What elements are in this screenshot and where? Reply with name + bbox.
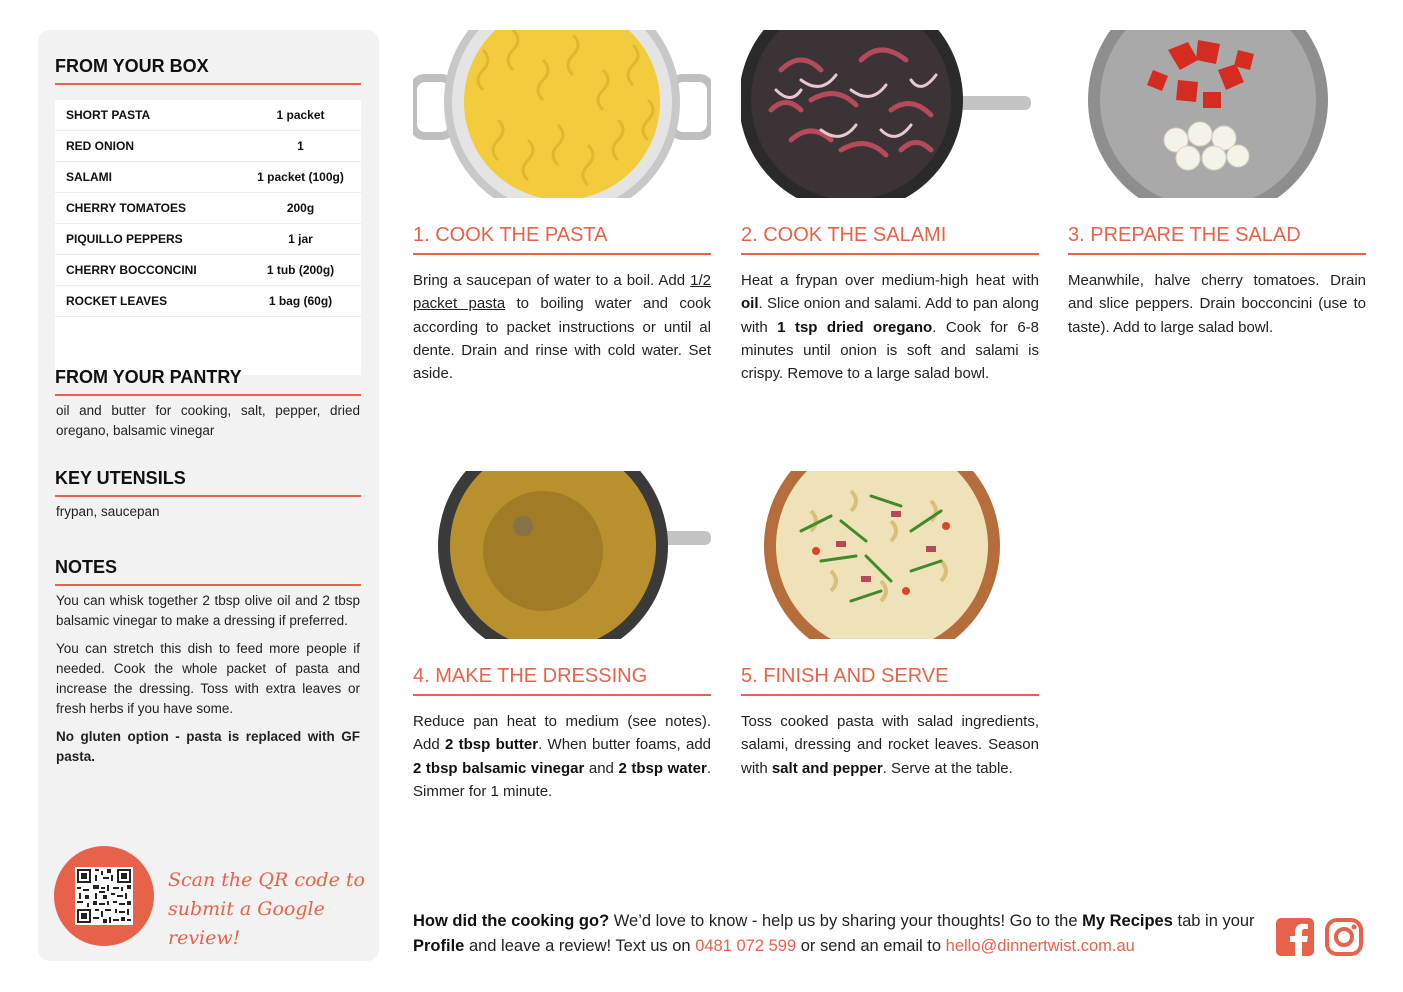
text-run: . When butter foams, add: [538, 736, 711, 754]
ingredient-name: PIQUILLO PEPPERS: [66, 232, 183, 246]
text-run: or send an email to: [796, 937, 946, 955]
step-3: [1068, 30, 1366, 339]
ingredient-name: SHORT PASTA: [66, 108, 151, 122]
text-run: How did the cooking go?: [413, 912, 610, 930]
text-run: Reduce pan heat to medium (see notes). Add: [413, 713, 711, 754]
salami-frypan-photo: [741, 30, 1039, 198]
ingredient-name: CHERRY BOCCONCINI: [66, 263, 197, 277]
ingredient-quantity: 1 jar: [288, 232, 313, 246]
step-body: [741, 269, 1039, 385]
ingredient-name: RED ONION: [66, 139, 135, 153]
text-run: Profile: [413, 937, 465, 955]
step-2: [741, 30, 1039, 385]
salad-bowl-photo: [1068, 30, 1366, 198]
text-run: . Slice onion and salami. Add to pan along with: [741, 295, 1039, 336]
text-run: to boiling water and cook according to packet instructions or until al dente. Drain and rinse with cold water. Set aside.: [413, 295, 711, 383]
note-item: You can stretch this dish to feed more people if needed. Cook the whole packet of pasta and increase the dressing. Toss with extra leaves or fresh herbs if you have some.: [56, 641, 360, 716]
qr-caption: Scan the QR code to submit a Google review!: [168, 869, 365, 949]
step-title: 5. FINISH AND SERVE: [741, 665, 1039, 696]
step-5: [741, 471, 1039, 780]
text-run: Bring a saucepan of water to a boil. Add: [413, 272, 691, 289]
text-run: We’d love to know - help us by sharing your thoughts! Go to the: [609, 912, 1083, 930]
text-run: 2 tbsp water: [618, 759, 707, 777]
utensils-text: frypan, saucepan: [56, 504, 160, 519]
pasta-salad-photo: [741, 471, 1039, 639]
text-run: 2 tbsp butter: [444, 736, 539, 754]
table-row: [55, 131, 361, 162]
ingredient-quantity: 1 packet: [276, 108, 325, 122]
table-row: [55, 162, 361, 193]
step-title: 3. PREPARE THE SALAD: [1068, 224, 1366, 255]
text-run: 1 tsp dried oregano: [777, 318, 933, 336]
box-heading: FROM YOUR BOX: [55, 56, 361, 85]
ingredient-name: SALAMI: [66, 170, 112, 184]
text-run: tab in your: [1172, 912, 1255, 930]
ingredient-name: CHERRY TOMATOES: [66, 201, 187, 215]
text-run: and leave a review! Text us on: [464, 937, 696, 955]
qr-code-icon[interactable]: [75, 867, 133, 925]
table-row: [55, 286, 361, 317]
step-title: 4. MAKE THE DRESSING: [413, 665, 711, 696]
step-body: [741, 710, 1039, 780]
text-run: . Serve at the table.: [882, 759, 1013, 777]
text-run: My Recipes: [1082, 912, 1173, 930]
notes-heading: NOTES: [55, 557, 361, 586]
pantry-heading: FROM YOUR PANTRY: [55, 367, 361, 396]
note-item: You can whisk together 2 tbsp olive oil and 2 tbsp balsamic vinegar to make a dressing if preferred.: [56, 593, 360, 628]
table-row: [55, 100, 361, 131]
pasta-pot-photo: [413, 30, 711, 198]
qr-badge: [54, 846, 154, 946]
review-prompt: [413, 909, 1263, 959]
ingredients-table: [55, 100, 361, 375]
ingredient-quantity: 1 packet (100g): [257, 170, 344, 184]
step-title: 1. COOK THE PASTA: [413, 224, 711, 255]
ingredient-name: ROCKET LEAVES: [66, 294, 168, 308]
contact-link[interactable]: 0481 072 599: [695, 937, 797, 955]
text-run: and: [584, 759, 619, 777]
text-run: oil: [741, 295, 759, 313]
step-title: 2. COOK THE SALAMI: [741, 224, 1039, 255]
text-run: Toss cooked pasta with salad ingredients, salami, dressing and rocket leaves. Season with: [741, 713, 1039, 777]
table-row: [55, 255, 361, 286]
text-run: 1/2 packet pasta: [413, 272, 711, 313]
table-row: [55, 224, 361, 255]
step-body: [413, 269, 711, 385]
ingredient-quantity: 1 bag (60g): [268, 294, 333, 308]
instagram-icon[interactable]: [1325, 918, 1363, 956]
text-run: 2 tbsp balsamic vinegar: [413, 759, 585, 777]
pantry-text: oil and butter for cooking, salt, pepper, dried oregano, balsamic vinegar: [56, 403, 360, 438]
text-run: . Simmer for 1 minute.: [413, 759, 711, 800]
step-body: [1068, 269, 1366, 339]
ingredient-quantity: 1 tub (200g): [266, 263, 335, 277]
text-run: Meanwhile, halve cherry tomatoes. Drain and slice peppers. Drain bocconcini (use to taste). Add to large salad bowl.: [1068, 272, 1366, 336]
dressing-pan-photo: [413, 471, 711, 639]
ingredient-quantity: 1: [297, 139, 304, 153]
notes-text: [56, 591, 360, 775]
text-run: salt and pepper: [771, 759, 883, 777]
ingredient-quantity: 200g: [286, 201, 315, 215]
contact-link[interactable]: hello@dinnertwist.com.au: [945, 937, 1135, 955]
ingredients-sidebar: [38, 30, 379, 961]
text-run: Heat a frypan over medium-high heat with: [741, 272, 1039, 289]
table-row: [55, 193, 361, 224]
step-1: [413, 30, 711, 385]
step-4: [413, 471, 711, 803]
facebook-icon[interactable]: [1276, 918, 1314, 956]
text-run: . Cook for 6-8 minutes until onion is soft and salami is crispy. Remove to a large salad bowl.: [741, 318, 1039, 383]
utensils-heading: KEY UTENSILS: [55, 468, 361, 497]
step-body: [413, 710, 711, 803]
note-item: No gluten option - pasta is replaced with GF pasta.: [56, 729, 360, 764]
